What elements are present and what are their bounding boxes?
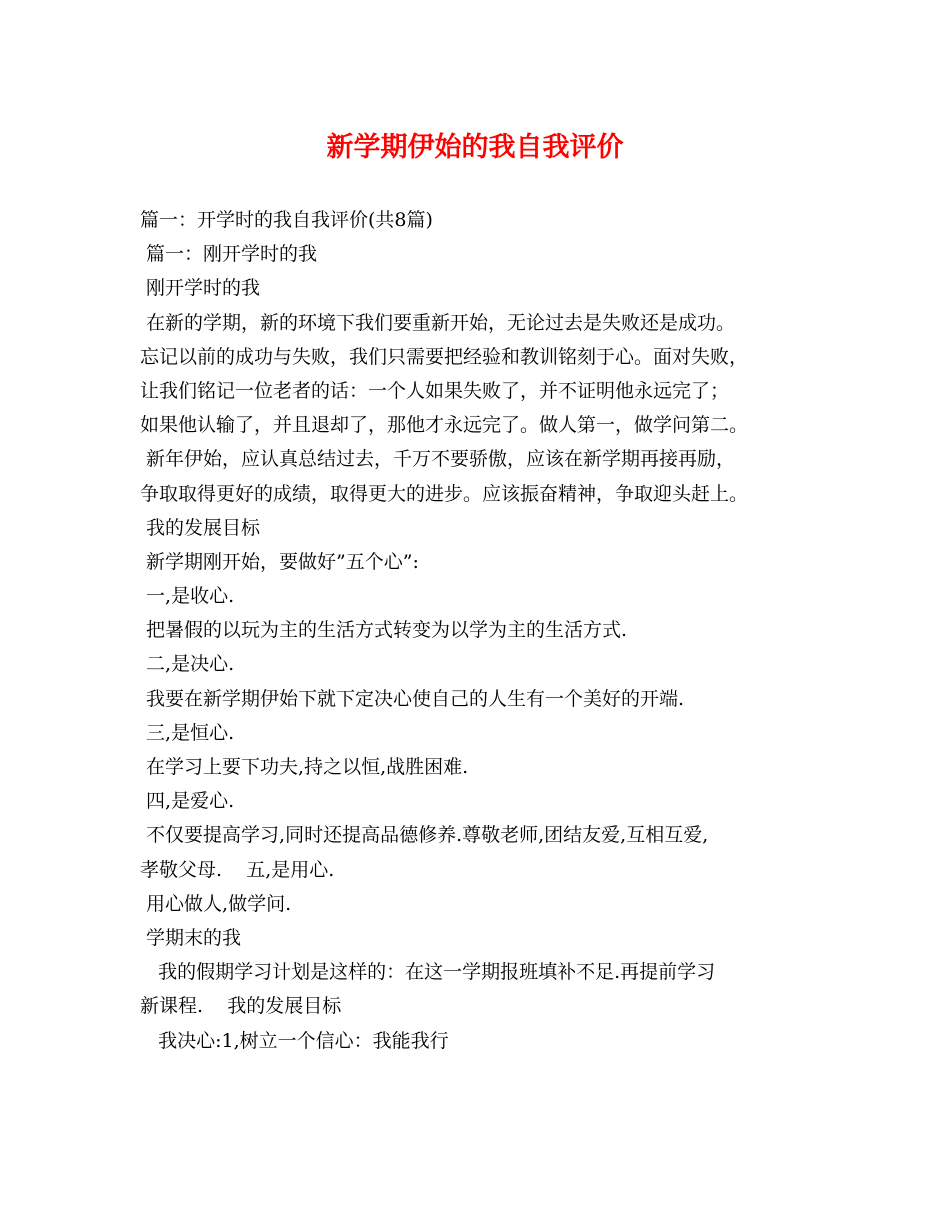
text-line: 我的假期学习计划是这样的：在这一学期报班填补不足.再提前学习 bbox=[140, 961, 716, 984]
document-title: 新学期伊始的我自我评价 bbox=[326, 132, 624, 163]
text-line: 在新的学期，新的环境下我们要重新开始，无论过去是失败还是成功。 bbox=[140, 311, 736, 334]
text-line: 四,是爱心. bbox=[140, 790, 235, 813]
text-line: 在学习上要下功夫,持之以恒,战胜困难. bbox=[140, 756, 469, 778]
text-line: 一,是收心. bbox=[140, 585, 235, 608]
text-line: 二,是决心. bbox=[140, 653, 235, 676]
text-line: 把暑假的以玩为主的生活方式转变为以学为主的生活方式. bbox=[140, 619, 628, 642]
text-line: 不仅要提高学习,同时还提高品德修养.尊敬老师,团结友爱,互相互爱, bbox=[140, 824, 709, 847]
text-line: 新学期刚开始，要做好”五个心”: bbox=[140, 550, 419, 573]
text-line: 新课程. 我的发展目标 bbox=[140, 995, 342, 1018]
text-line: 孝敬父母. 五,是用心. bbox=[140, 858, 335, 881]
text-line: 新年伊始，应认真总结过去，千万不要骄傲，应该在新学期再接再励， bbox=[140, 448, 736, 471]
text-line: 用心做人,做学问. bbox=[140, 892, 292, 915]
text-line: 争取取得更好的成绩，取得更大的进步。应该振奋精神，争取迎头赶上。 bbox=[140, 482, 749, 505]
text-line: 篇一：刚开学时的我 bbox=[140, 243, 318, 266]
text-line: 如果他认输了，并且退却了，那他才永远完了。做人第一，做学问第二。 bbox=[140, 414, 749, 437]
text-line: 篇一：开学时的我自我评价(共8篇) bbox=[140, 209, 433, 231]
text-line: 学期末的我 bbox=[140, 926, 242, 949]
text-line: 我决心:1,树立一个信心：我能我行 bbox=[140, 1029, 449, 1052]
text-line: 三,是恒心. bbox=[140, 721, 235, 744]
text-line: 忘记以前的成功与失败，我们只需要把经验和教训铭刻于心。面对失败， bbox=[140, 345, 749, 368]
text-line: 刚开学时的我 bbox=[140, 277, 261, 300]
text-line: 我要在新学期伊始下就下定决心使自己的人生有一个美好的开端. bbox=[140, 687, 685, 710]
text-line: 我的发展目标 bbox=[140, 516, 261, 539]
text-line: 让我们铭记一位老者的话：一个人如果失败了，并不证明他永远完了； bbox=[140, 379, 730, 402]
document-body bbox=[140, 203, 840, 1058]
